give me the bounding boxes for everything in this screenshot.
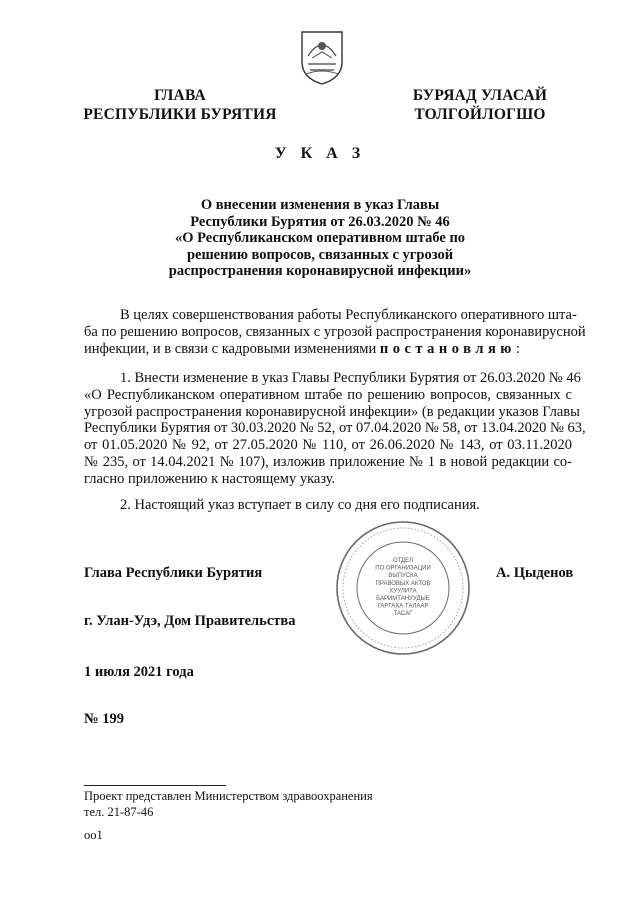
title-line: О внесении изменения в указ Главы bbox=[200, 197, 440, 213]
preamble-text: инфекции, и в связи с кадровыми изменениями bbox=[84, 340, 380, 357]
stamp-text-line: ГАРГАХА ТАЛААР bbox=[377, 603, 429, 610]
coat-of-arms-emblem bbox=[298, 28, 346, 86]
stamp-text-line: ОТДЕЛ bbox=[392, 558, 414, 564]
header-right bbox=[362, 86, 598, 124]
header-left-line2: РЕСПУБЛИКИ БУРЯТИЯ bbox=[83, 106, 277, 123]
item-1-paragraph bbox=[84, 370, 586, 488]
stamp-text-line: ПРАВОВЫХ АКТОВ bbox=[375, 580, 431, 587]
stamp-text-line: ВЫПУСКА bbox=[388, 573, 418, 580]
title-line: Республики Бурятия от 26.03.2020 № 46 bbox=[190, 213, 450, 230]
footnote-code: оо1 bbox=[84, 828, 103, 842]
signing-place: г. Улан-Удэ, Дом Правительства bbox=[84, 613, 296, 629]
item-1-line: 1. Внести изменение в указ Главы Республики Бурятия от 26.03.2020 № 46 bbox=[120, 370, 581, 386]
signing-date: 1 июля 2021 года bbox=[84, 664, 194, 680]
footnote-divider bbox=[84, 785, 226, 786]
footnote-phone: тел. 21-87-46 bbox=[84, 805, 154, 819]
footnote-author: Проект представлен Министерством здравоохранения bbox=[84, 789, 373, 803]
preamble-line: В целях совершенствования работы Республиканского оперативного шта- bbox=[120, 307, 577, 323]
header-right-line2: ТОЛГОЙЛОГШО bbox=[414, 106, 546, 123]
document-title bbox=[120, 197, 520, 280]
item-2-paragraph bbox=[84, 497, 572, 514]
item-1-line: № 235, от 14.04.2021 № 107), изложив приложение № 1 в новой редакции со- bbox=[84, 453, 572, 470]
item-1-line: угрозой распространения коронавирусной инфекции» (в редакции указов Главы bbox=[84, 403, 580, 420]
preamble-colon: : bbox=[515, 340, 520, 357]
official-stamp bbox=[335, 520, 471, 656]
item-1-line: от 01.05.2020 № 92, от 27.05.2020 № 110, от 26.06.2020 № 143, от 03.11.2020 bbox=[84, 437, 572, 454]
header-left-line1: ГЛАВА bbox=[154, 87, 206, 104]
item-1-line: гласно приложению к настоящему указу. bbox=[84, 470, 336, 487]
stamp-text-line: БАРИМТАНУУДЫЕ bbox=[376, 596, 430, 602]
item-2-line: 2. Настоящий указ вступает в силу со дня его подписания. bbox=[120, 497, 480, 513]
header-right-line1: БУРЯАД УЛАСАЙ bbox=[412, 87, 548, 104]
stamp-text-line: ТАСАГ bbox=[393, 611, 413, 618]
stamp-text-line: ПО ОРГАНИЗАЦИИ bbox=[375, 565, 431, 572]
item-1-line: Республики Бурятия от 30.03.2020 № 52, от 07.04.2020 № 58, от 13.04.2020 № 63, bbox=[84, 420, 586, 437]
document-number: № 199 bbox=[84, 711, 124, 727]
signatory-name: А. Цыденов bbox=[496, 565, 574, 581]
title-line: распространения коронавирусной инфекции» bbox=[168, 263, 472, 280]
title-line: «О Республиканском оперативном штабе по bbox=[174, 230, 466, 247]
preamble-paragraph bbox=[84, 307, 586, 357]
item-1-line: «О Республиканском оперативном штабе по решению вопросов, связанных с bbox=[84, 386, 572, 403]
decree-keyword: постановляю bbox=[379, 340, 516, 357]
preamble-line bbox=[84, 341, 572, 358]
preamble-line: ба по решению вопросов, связанных с угрозой распространения коронавирусной bbox=[84, 323, 586, 340]
title-line: решению вопросов, связанных с угрозой bbox=[186, 246, 454, 263]
stamp-text-line: ХУУЛИТА bbox=[389, 588, 417, 595]
signatory-position: Глава Республики Бурятия bbox=[84, 565, 263, 581]
header-left bbox=[60, 86, 300, 124]
document-type: У К А З bbox=[274, 145, 366, 162]
